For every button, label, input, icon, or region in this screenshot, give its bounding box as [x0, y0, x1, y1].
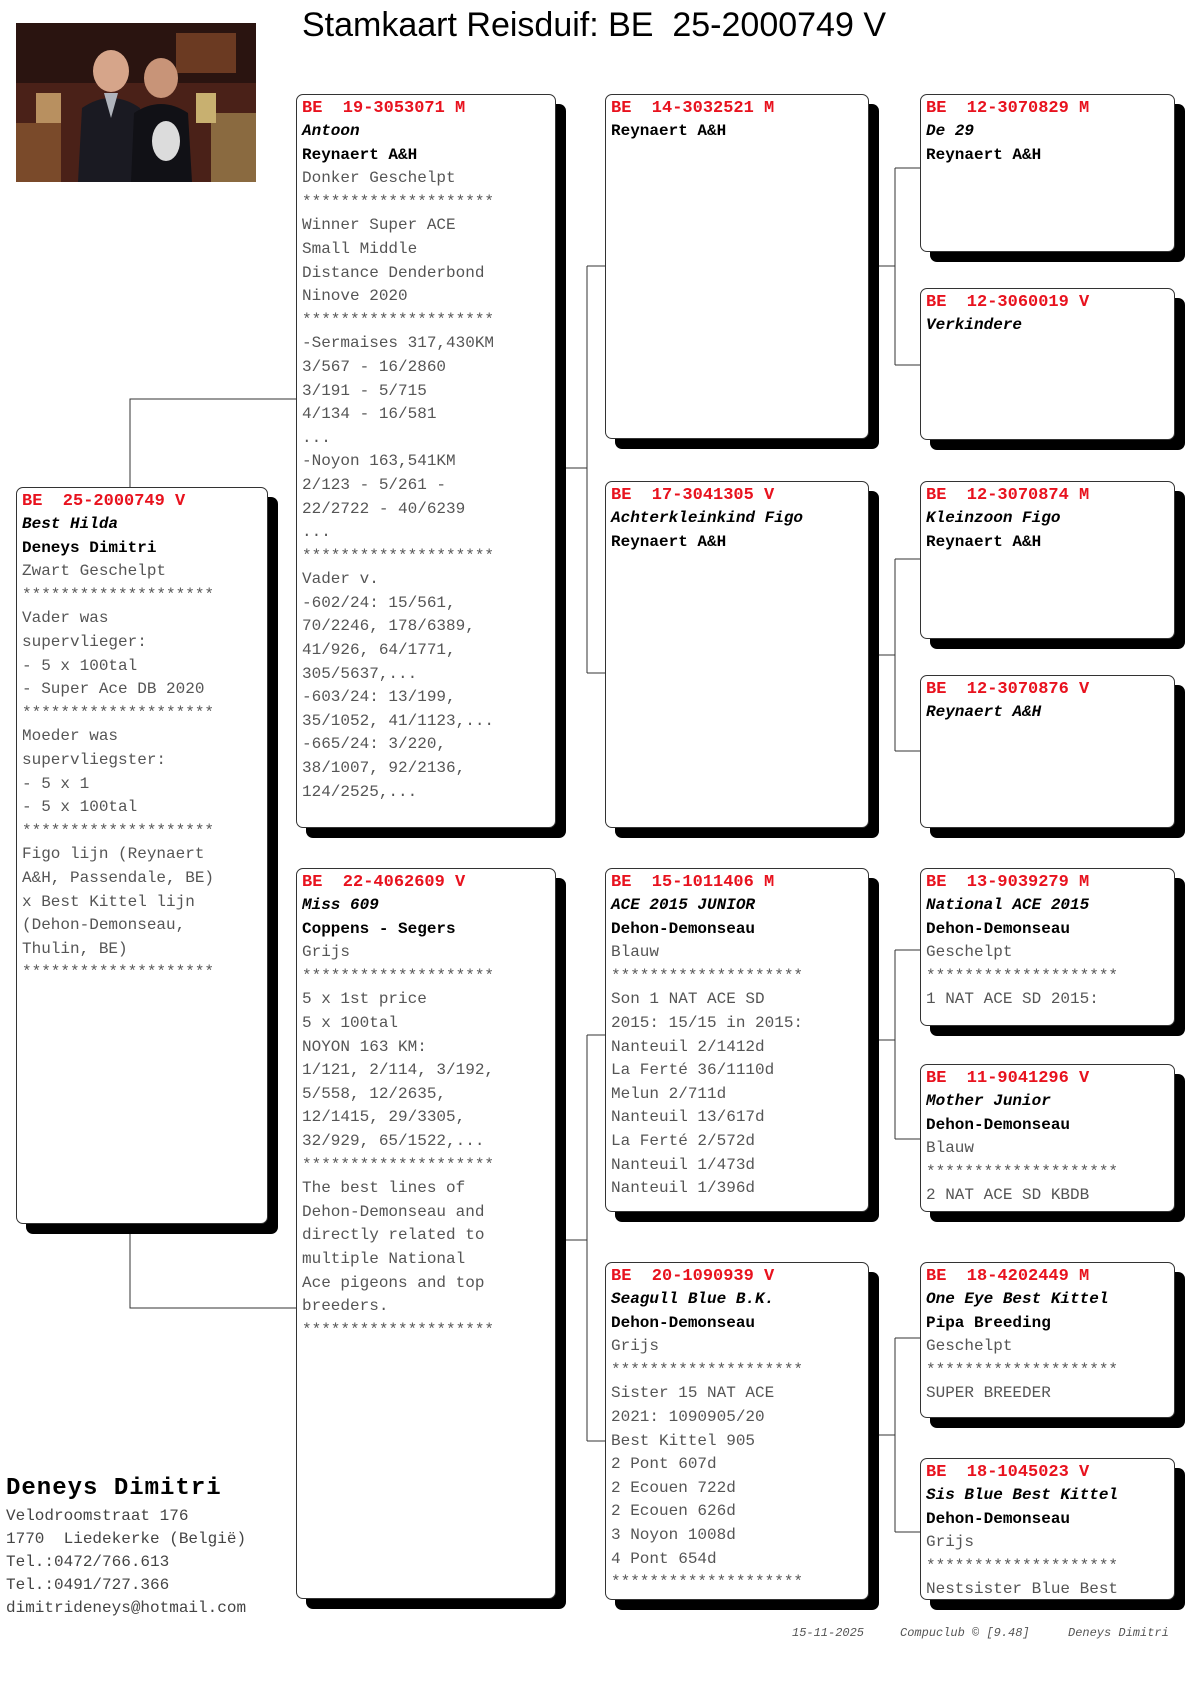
- ring-number: BE 17-3041305 V: [611, 486, 775, 505]
- card-line: Ninove 2020: [302, 287, 408, 306]
- card-line: 305/5637,...: [302, 664, 418, 683]
- pigeon-name: ACE 2015 JUNIOR: [611, 896, 756, 914]
- card-line: 38/1007, 92/2136,: [302, 759, 466, 778]
- card-line: 35/1052, 41/1123,...: [302, 711, 495, 730]
- card-line: ********************: [302, 1155, 495, 1174]
- card-line: ********************: [611, 1573, 804, 1592]
- card-line: 5 x 100tal: [302, 1013, 399, 1032]
- card-lines: [926, 1484, 1169, 1600]
- pedigree-card-mother-mother[interactable]: [605, 1262, 869, 1600]
- pigeon-name: Miss 609: [302, 896, 379, 914]
- card-line: 2015: 15/15 in 2015:: [611, 1013, 804, 1032]
- owner-contact-block: [6, 1473, 306, 1620]
- card-line: - 5 x 100tal: [22, 798, 138, 817]
- pedigree-card-father-father[interactable]: [605, 94, 869, 439]
- footer-owner: Deneys Dimitri: [1068, 1626, 1169, 1640]
- owner-street: Velodroomstraat 176: [6, 1507, 189, 1525]
- card-line: 1/121, 2/114, 3/192,: [302, 1061, 495, 1080]
- ring-number: BE 11-9041296 V: [926, 1069, 1090, 1088]
- card-line: Nestsister Blue Best: [926, 1580, 1119, 1599]
- ring-number: BE 25-2000749 V: [22, 492, 186, 511]
- ring-number: BE 12-3060019 V: [926, 293, 1090, 312]
- card-line: 3/567 - 16/2860: [302, 357, 447, 376]
- ring-number: BE 18-1045023 V: [926, 1463, 1090, 1482]
- card-line: ********************: [22, 585, 215, 604]
- card-line: ********************: [926, 1360, 1119, 1379]
- card-line: ********************: [611, 1360, 804, 1379]
- ring-number: BE 22-4062609 V: [302, 873, 466, 892]
- breeder-name: Pipa Breeding: [926, 1313, 1051, 1332]
- pigeon-name: Kleinzoon Figo: [926, 509, 1061, 527]
- card-line: Sister 15 NAT ACE: [611, 1384, 775, 1403]
- card-line: La Ferté 2/572d: [611, 1131, 756, 1150]
- card-line: Thulin, BE): [22, 939, 128, 958]
- breeder-name: Reynaert A&H: [611, 122, 727, 140]
- card-line: 2 Pont 607d: [611, 1455, 717, 1474]
- card-line: 5 x 1st price: [302, 990, 427, 1009]
- ring-number: BE 15-1011406 M: [611, 873, 775, 892]
- card-lines: [926, 507, 1169, 554]
- card-line: 41/926, 64/1771,: [302, 641, 456, 660]
- card-lines: [611, 1288, 863, 1595]
- card-line: breeders.: [302, 1297, 389, 1316]
- pigeon-name: Best Hilda: [22, 515, 119, 533]
- pigeon-name: Sis Blue Best Kittel: [926, 1486, 1119, 1504]
- pedigree-card-father-mother[interactable]: [605, 481, 869, 828]
- connector-father-parents: [555, 266, 605, 673]
- card-line: Figo lijn (Reynaert: [22, 845, 205, 864]
- card-lines: [926, 120, 1169, 167]
- pedigree-card-mm-mother[interactable]: [920, 1458, 1175, 1600]
- breeder-name: Reynaert A&H: [926, 145, 1042, 164]
- breeder-name: Reynaert A&H: [302, 145, 418, 164]
- card-lines: [926, 1288, 1169, 1406]
- breeder-name: Dehon-Demonseau: [926, 919, 1071, 938]
- card-line: ********************: [22, 821, 215, 840]
- connector-mother-parents: [555, 1035, 605, 1441]
- owner-email[interactable]: dimitrideneys@hotmail.com: [6, 1599, 247, 1617]
- card-line: 124/2525,...: [302, 782, 418, 801]
- card-line: ********************: [302, 310, 495, 329]
- card-line: Grijs: [926, 1533, 975, 1552]
- card-line: Vader was: [22, 609, 109, 628]
- connector-ff-parents: [868, 168, 920, 365]
- card-line: -Noyon 163,541KM: [302, 452, 456, 471]
- pedigree-card-fm-father[interactable]: [920, 481, 1175, 639]
- card-line: Best Kittel 905: [611, 1431, 756, 1450]
- footer-date: 15-11-2025: [792, 1626, 865, 1640]
- card-line: SUPER BREEDER: [926, 1384, 1051, 1403]
- card-line: 2 NAT ACE SD KBDB: [926, 1186, 1090, 1205]
- connector-mf-parents: [868, 950, 920, 1139]
- pigeon-name: Mother Junior: [926, 1092, 1051, 1110]
- breeder-name: Dehon-Demonseau: [926, 1115, 1071, 1134]
- connector-subject-mother: [130, 1223, 296, 1308]
- card-line: Nanteuil 13/617d: [611, 1108, 765, 1127]
- breeder-name: Dehon-Demonseau: [926, 1509, 1071, 1528]
- card-line: 22/2722 - 40/6239: [302, 499, 466, 518]
- ring-number: BE 12-3070876 V: [926, 680, 1090, 699]
- card-line: supervliegster:: [22, 750, 167, 769]
- card-line: 2 Ecouen 626d: [611, 1502, 736, 1521]
- owner-phone-2: Tel.:0491/727.366: [6, 1576, 170, 1594]
- card-line: 5/558, 12/2635,: [302, 1084, 447, 1103]
- owner-phone-1: Tel.:0472/766.613: [6, 1553, 170, 1571]
- ring-number: BE 14-3032521 M: [611, 99, 775, 118]
- pedigree-card-mother-father[interactable]: [605, 868, 869, 1212]
- card-line: Grijs: [611, 1337, 660, 1356]
- ring-number: BE 18-4202449 M: [926, 1267, 1090, 1286]
- card-line: ********************: [926, 1162, 1119, 1181]
- card-line: Nanteuil 2/1412d: [611, 1037, 765, 1056]
- card-line: Moeder was: [22, 727, 119, 746]
- card-line: 2/123 - 5/261 -: [302, 475, 447, 494]
- pedigree-card-mf-father[interactable]: [920, 868, 1175, 1026]
- pigeon-name: De 29: [926, 122, 975, 140]
- card-line: Nanteuil 1/396d: [611, 1179, 756, 1198]
- card-line: Winner Super ACE: [302, 216, 456, 235]
- card-lines: [611, 894, 863, 1201]
- pigeon-name: One Eye Best Kittel: [926, 1290, 1109, 1308]
- card-lines: [611, 507, 863, 554]
- card-line: Small Middle: [302, 239, 418, 258]
- pedigree-card-ff-father[interactable]: [920, 94, 1175, 252]
- card-line: 1 NAT ACE SD 2015:: [926, 990, 1099, 1009]
- pigeon-name: Reynaert A&H: [926, 703, 1042, 721]
- ring-number: BE 12-3070829 M: [926, 99, 1090, 118]
- card-line: NOYON 163 KM:: [302, 1037, 427, 1056]
- card-line: - 5 x 1: [22, 774, 90, 793]
- ring-number: BE 19-3053071 M: [302, 99, 466, 118]
- card-line: Vader v.: [302, 570, 379, 589]
- card-line: ********************: [926, 1556, 1119, 1575]
- card-line: Blauw: [611, 943, 660, 962]
- card-line: (Dehon-Demonseau,: [22, 916, 186, 935]
- card-line: Distance Denderbond: [302, 263, 485, 282]
- card-line: directly related to: [302, 1226, 485, 1245]
- connector-mm-parents: [868, 1338, 920, 1532]
- card-lines: [926, 894, 1169, 1012]
- footer-software: Compuclub © [9.48]: [900, 1626, 1030, 1640]
- card-line: -603/24: 13/199,: [302, 688, 456, 707]
- card-line: 4/134 - 16/581: [302, 405, 437, 424]
- card-line: Dehon-Demonseau and: [302, 1202, 485, 1221]
- connector-subject-father: [130, 399, 296, 490]
- card-lines: [926, 314, 1169, 338]
- card-line: 32/929, 65/1522,...: [302, 1131, 485, 1150]
- connector-fm-parents: [868, 559, 920, 751]
- card-line: ...: [302, 428, 331, 447]
- card-line: Nanteuil 1/473d: [611, 1155, 756, 1174]
- card-line: 2021: 1090905/20: [611, 1407, 765, 1426]
- card-line: ********************: [22, 963, 215, 982]
- pigeon-name: Antoon: [302, 122, 360, 140]
- card-line: Melun 2/711d: [611, 1084, 727, 1103]
- card-line: x Best Kittel lijn: [22, 892, 195, 911]
- breeder-name: Dehon-Demonseau: [611, 1313, 756, 1332]
- card-line: supervlieger:: [22, 632, 147, 651]
- card-line: ********************: [302, 966, 495, 985]
- pigeon-name: Verkindere: [926, 316, 1023, 334]
- pedigree-card-subject[interactable]: [16, 487, 268, 1224]
- pedigree-card-mm-father[interactable]: [920, 1262, 1175, 1418]
- card-lines: [611, 120, 863, 144]
- card-line: 12/1415, 29/3305,: [302, 1108, 466, 1127]
- card-line: La Ferté 36/1110d: [611, 1061, 775, 1080]
- card-lines: [926, 701, 1169, 725]
- card-line: Ace pigeons and top: [302, 1273, 485, 1292]
- pedigree-card-mf-mother[interactable]: [920, 1064, 1175, 1212]
- card-line: Blauw: [926, 1139, 975, 1158]
- ring-number: BE 12-3070874 M: [926, 486, 1090, 505]
- card-line: -665/24: 3/220,: [302, 735, 447, 754]
- breeder-name: Reynaert A&H: [926, 532, 1042, 551]
- card-line: The best lines of: [302, 1179, 466, 1198]
- owner-name: Deneys Dimitri: [6, 1475, 222, 1502]
- card-line: ********************: [302, 192, 495, 211]
- card-line: Grijs: [302, 943, 351, 962]
- page-title: Stamkaart Reisduif: BE 25-2000749 V: [302, 6, 886, 44]
- card-line: - 5 x 100tal: [22, 656, 138, 675]
- card-line: Geschelpt: [926, 1337, 1013, 1356]
- pigeon-name: Seagull Blue B.K.: [611, 1290, 775, 1308]
- card-line: Geschelpt: [926, 943, 1013, 962]
- card-line: A&H, Passendale, BE): [22, 868, 215, 887]
- breeder-name: Reynaert A&H: [611, 532, 727, 551]
- card-line: ********************: [302, 1320, 495, 1339]
- card-line: Son 1 NAT ACE SD: [611, 990, 765, 1009]
- ring-number: BE 13-9039279 M: [926, 873, 1090, 892]
- card-line: ********************: [926, 966, 1119, 985]
- card-lines: [302, 894, 550, 1342]
- card-line: Donker Geschelpt: [302, 169, 456, 188]
- card-line: 2 Ecouen 722d: [611, 1478, 736, 1497]
- card-line: Zwart Geschelpt: [22, 562, 167, 581]
- card-line: 70/2246, 178/6389,: [302, 617, 475, 636]
- ring-number: BE 20-1090939 V: [611, 1267, 775, 1286]
- card-line: ********************: [302, 546, 495, 565]
- card-line: -Sermaises 317,430KM: [302, 334, 495, 353]
- owner-city: 1770 Liedekerke (België): [6, 1530, 247, 1548]
- pedigree-card-father[interactable]: [296, 94, 556, 828]
- pigeon-name: National ACE 2015: [926, 896, 1090, 914]
- card-line: ...: [302, 523, 331, 542]
- breeder-name: Dehon-Demonseau: [611, 919, 756, 938]
- card-line: -602/24: 15/561,: [302, 593, 456, 612]
- pedigree-card-mother[interactable]: [296, 868, 556, 1599]
- card-line: ********************: [22, 703, 215, 722]
- card-lines: [926, 1090, 1169, 1208]
- breeder-name: Coppens - Segers: [302, 919, 456, 938]
- card-lines: [22, 513, 262, 985]
- card-line: multiple National: [302, 1249, 466, 1268]
- card-line: - Super Ace DB 2020: [22, 680, 205, 699]
- card-line: 4 Pont 654d: [611, 1549, 717, 1568]
- card-line: 3 Noyon 1008d: [611, 1525, 736, 1544]
- pigeon-name: Achterkleinkind Figo: [611, 509, 804, 527]
- card-line: 3/191 - 5/715: [302, 381, 427, 400]
- pedigree-card-fm-mother[interactable]: [920, 675, 1175, 828]
- pedigree-card-ff-mother[interactable]: [920, 288, 1175, 440]
- card-line: ********************: [611, 966, 804, 985]
- breeder-name: Deneys Dimitri: [22, 538, 157, 557]
- card-lines: [302, 120, 550, 804]
